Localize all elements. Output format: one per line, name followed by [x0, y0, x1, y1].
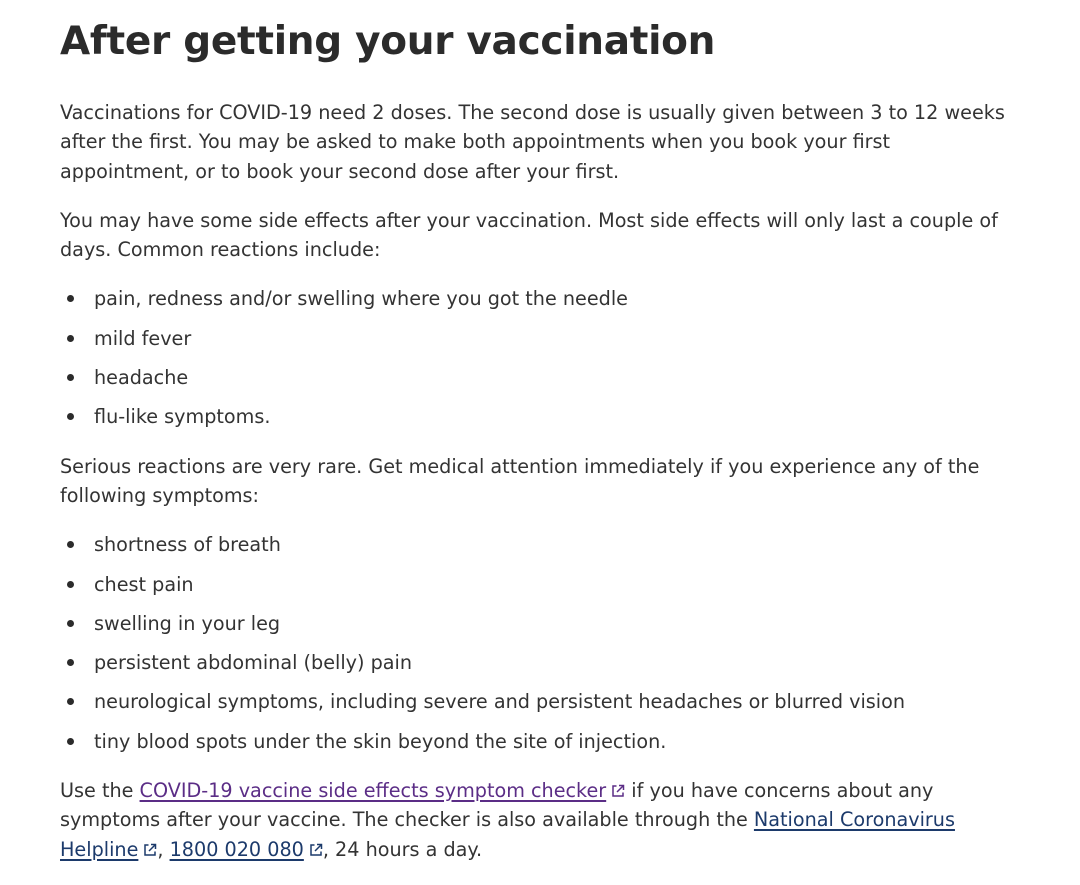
page-title: After getting your vaccination: [60, 19, 716, 64]
bullet-icon: [67, 698, 74, 705]
list-item: mild fever: [60, 324, 1020, 353]
bullet-icon: [67, 295, 74, 302]
bullet-icon: [67, 738, 74, 745]
list-item: persistent abdominal (belly) pain: [60, 648, 1020, 677]
external-link-icon: [309, 843, 323, 857]
bullet-icon: [67, 541, 74, 548]
external-link-icon: [143, 843, 157, 857]
serious-reactions-paragraph: Serious reactions are very rare. Get medical attention immediately if you experience any of the following symptoms:: [60, 454, 980, 507]
list-item: swelling in your leg: [60, 609, 1020, 638]
bullet-icon: [67, 335, 74, 342]
list-item: neurological symptoms, including severe and persistent headaches or blurred vision: [60, 687, 1020, 716]
external-link-icon: [611, 784, 625, 798]
common-reactions-list: [60, 284, 1020, 431]
helpline-link[interactable]: National Coronavirus Helpline: [60, 808, 955, 861]
list-item: pain, redness and/or swelling where you got the needle: [60, 284, 1020, 313]
list-item: headache: [60, 363, 1020, 392]
symptom-checker-link[interactable]: COVID-19 vaccine side effects symptom checker: [139, 779, 607, 803]
bullet-icon: [67, 413, 74, 420]
bullet-icon: [67, 620, 74, 627]
bullet-icon: [67, 374, 74, 381]
doses-paragraph: Vaccinations for COVID-19 need 2 doses. The second dose is usually given between 3 to 12 weeks after the first. You may be asked to make both appointments when you book your first appointment, or to book your second dose after your first.: [60, 101, 1005, 183]
list-item: flu-like symptoms.: [60, 402, 1020, 431]
bullet-icon: [67, 659, 74, 666]
list-item: tiny blood spots under the skin beyond the site of injection.: [60, 727, 1020, 756]
list-item: chest pain: [60, 570, 1020, 599]
article-content: [60, 0, 1020, 864]
serious-symptoms-list: [60, 530, 1020, 756]
side-effects-paragraph: You may have some side effects after your vaccination. Most side effects will only last a couple of days. Common reactions include:: [60, 208, 998, 262]
symptom-checker-paragraph: Use the COVID-19 vaccine side effects symptom checker if you have concerns about any symptoms after your vaccine. The checker is also available through the National Coronavirus Helpline , 1800 020 080 , 24 hours a day.: [60, 779, 955, 861]
bullet-icon: [67, 581, 74, 588]
list-item: shortness of breath: [60, 530, 1020, 559]
helpline-phone-link[interactable]: 1800 020 080: [169, 837, 304, 861]
